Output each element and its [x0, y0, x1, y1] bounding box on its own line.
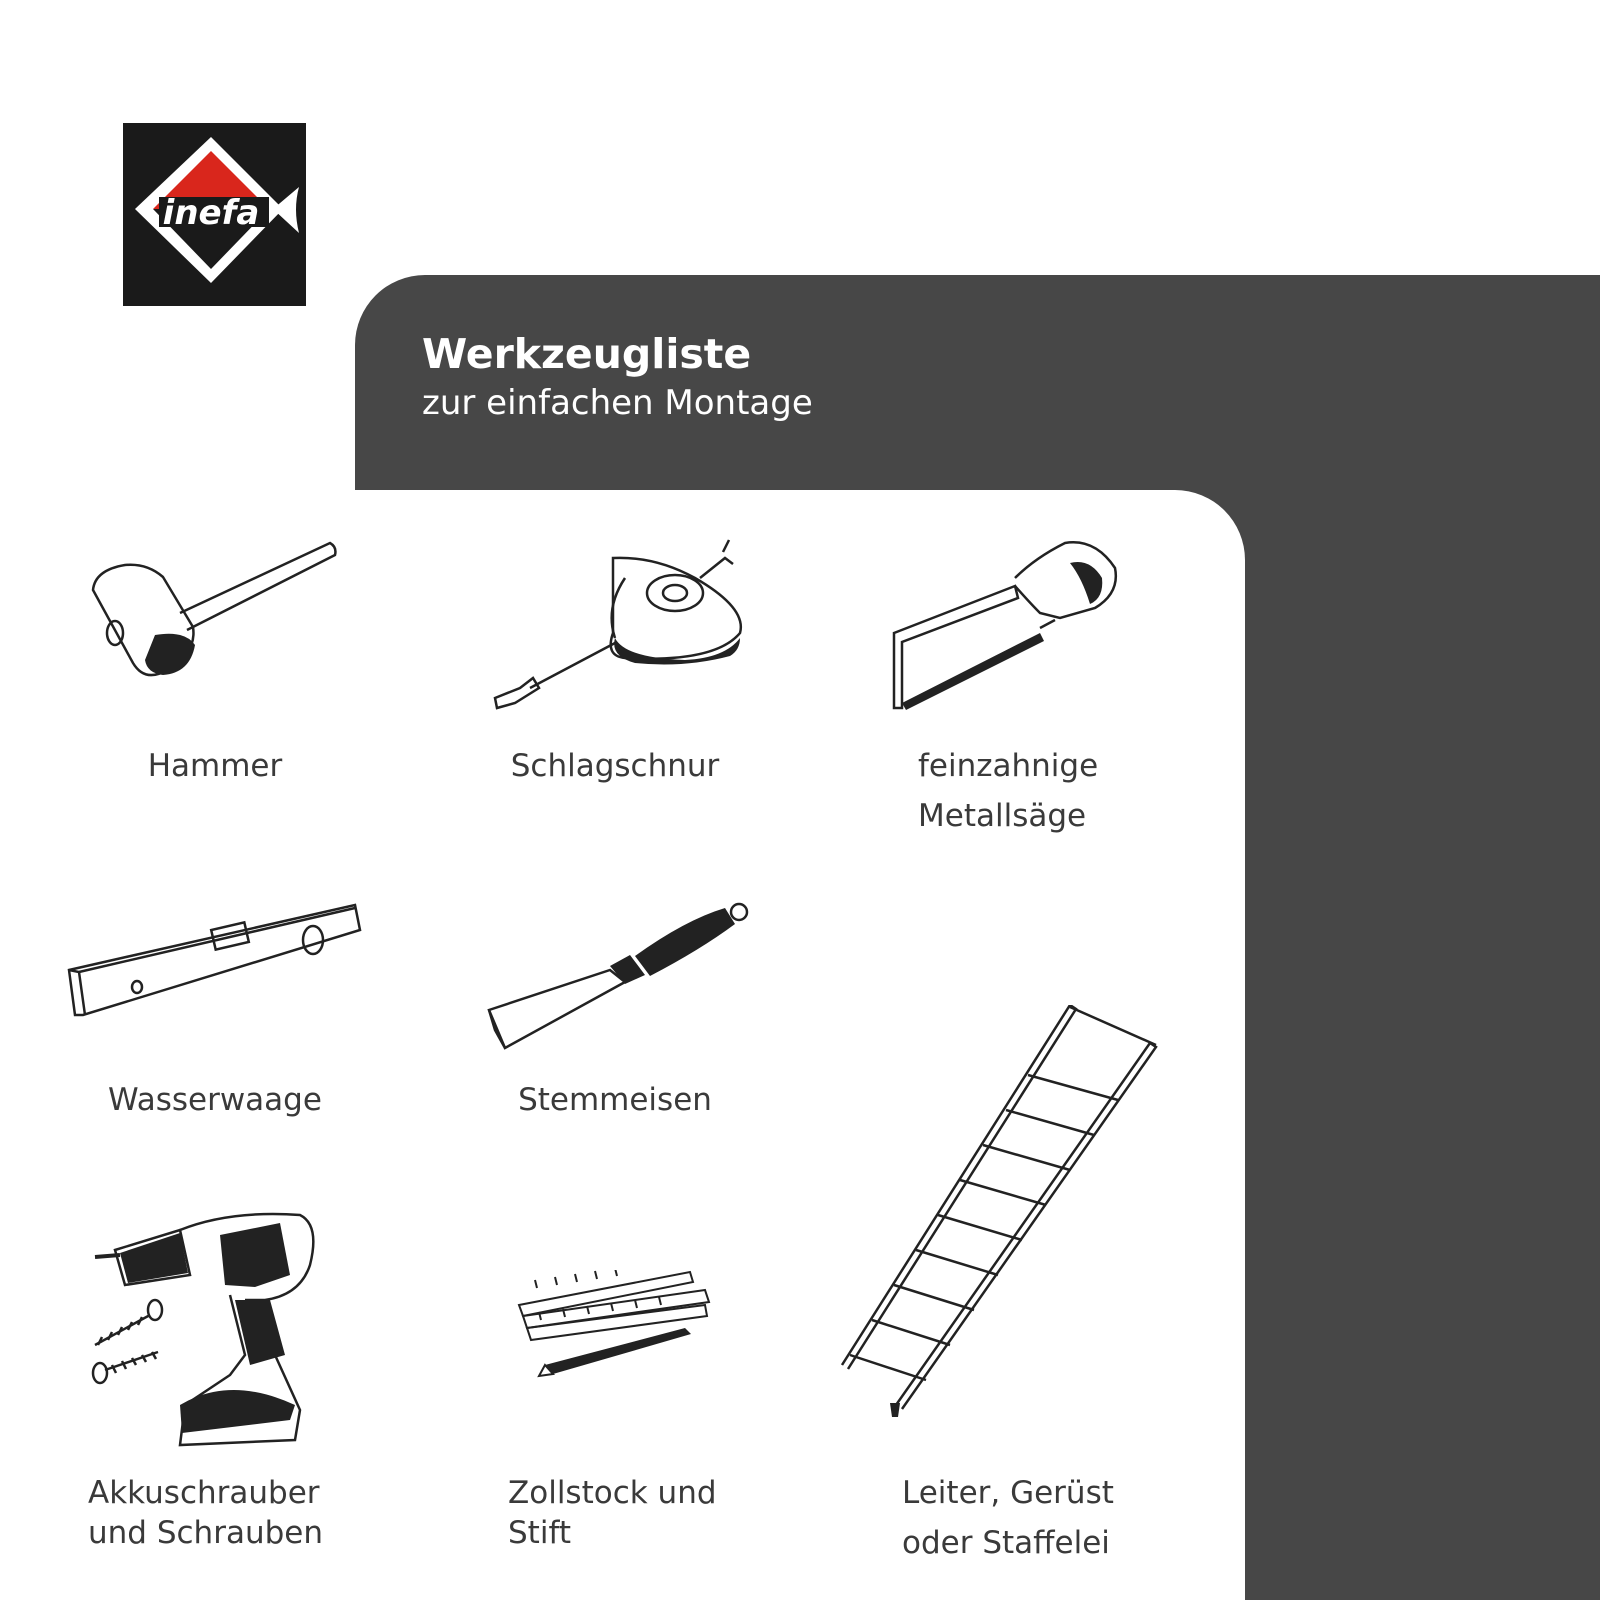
- tool-label-schlagschnur: Schlagschnur: [510, 748, 720, 784]
- tool-label-leiter: Leiter, Gerüst oder Staffelei: [902, 1475, 1114, 1562]
- chalk-line-icon: [485, 538, 755, 727]
- tool-label-hammer: Hammer: [147, 748, 283, 784]
- page-subtitle: zur einfachen Montage: [422, 383, 813, 423]
- tool-label-stemmeisen: Stemmeisen: [518, 1082, 712, 1118]
- page-title: Werkzeugliste: [422, 330, 752, 378]
- tool-label-akkuschrauber: Akkuschrauber und Schrauben: [88, 1475, 323, 1552]
- cordless-drill-icon: [80, 1205, 330, 1459]
- spirit-level-icon: [65, 900, 365, 1034]
- tool-label-zollstock: Zollstock und Stift: [508, 1475, 717, 1552]
- logo-text: inefa: [162, 193, 260, 233]
- tool-label-wasserwaage: Wasserwaage: [108, 1082, 322, 1118]
- inefa-logo: [123, 123, 306, 306]
- hacksaw-icon: [890, 538, 1140, 722]
- chisel-icon: [485, 900, 755, 1064]
- folding-rule-icon: [515, 1270, 715, 1389]
- tool-label-metallsaege: feinzahnige Metallsäge: [918, 748, 1099, 835]
- ladder-icon: [838, 1005, 1198, 1429]
- mallet-icon: [85, 535, 345, 699]
